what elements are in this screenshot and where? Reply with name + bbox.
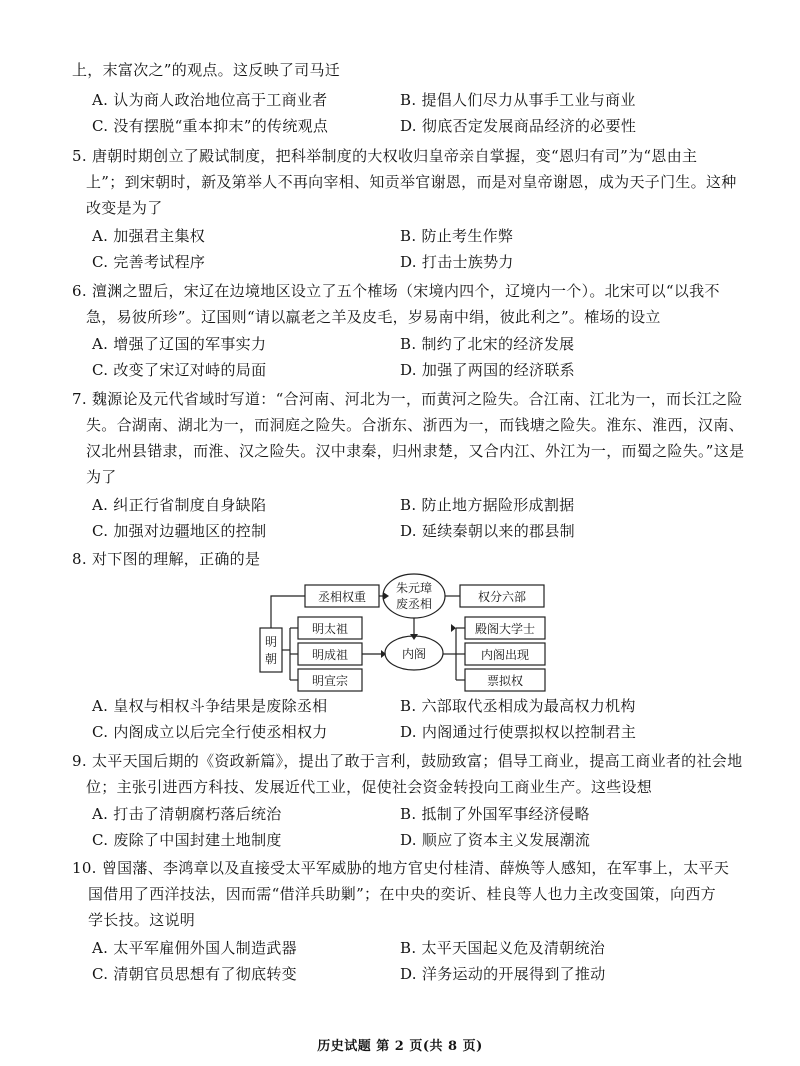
diagram-emperor-1-label: 明太祖: [311, 622, 349, 636]
q9-option-d: D. 顺应了资本主义发展潮流: [400, 831, 591, 849]
q10-option-c: C. 清朝官员思想有了彻底转变: [92, 965, 297, 983]
diagram-abolish-label-1: 朱元璋: [395, 581, 433, 595]
diagram-ellipse-abolish: [383, 574, 445, 618]
q9-option-c: C. 废除了中国封建土地制度: [92, 831, 282, 849]
diagram-box-outcome-3: [465, 669, 545, 691]
q7-line-4: 为了: [86, 468, 117, 486]
diagram-box-outcome-1: [465, 617, 545, 639]
q4-option-d: D. 彻底否定发展商品经济的必要性: [400, 117, 637, 135]
diagram-abolish-label-2: 废丞相: [395, 597, 433, 611]
q7-line-3: 汉北州县错隶，而淮、汉之险失。汉中隶秦，归州隶楚，又合内江、外江为一，而蜀之险失。”这是: [86, 442, 745, 460]
diagram-ming-label-2: 朝: [264, 652, 278, 666]
q6-option-d: D. 加强了两国的经济联系: [400, 361, 575, 379]
q4-option-c: C. 没有摆脱“重本抑末”的传统观点: [92, 117, 329, 135]
q8-option-d: D. 内阁通过行使票拟权以控制君主: [400, 723, 637, 741]
diagram-box-emperor-2: [298, 643, 362, 665]
q8-option-b: B. 六部取代丞相成为最高权力机构: [400, 697, 636, 715]
q7-option-a: A. 纠正行省制度自身缺陷: [92, 496, 267, 514]
q10-option-b: B. 太平天国起义危及清朝统治: [400, 939, 606, 957]
diagram-emperor-2-label: 明成祖: [311, 648, 349, 662]
q5-option-a: A. 加强君主集权: [92, 227, 206, 245]
q8-option-a: A. 皇权与相权斗争结果是废除丞相: [92, 697, 328, 715]
q7-option-d: D. 延续秦朝以来的郡县制: [400, 522, 575, 540]
q4-stem-end: 上，末富次之”的观点。这反映了司马迁: [72, 61, 341, 79]
q9-option-a: A. 打击了清朝腐朽落后统治: [92, 805, 282, 823]
q9-option-b: B. 抵制了外国军事经济侵略: [400, 805, 590, 823]
diagram-emperor-3-label: 明宣宗: [311, 674, 349, 688]
q10-option-d: D. 洋务运动的开展得到了推动: [400, 965, 606, 983]
q7-option-b: B. 防止地方据险形成割据: [400, 496, 575, 514]
q5-line-3: 改变是为了: [86, 199, 163, 217]
q5-option-d: D. 打击士族势力: [400, 253, 514, 271]
q6-option-a: A. 增强了辽国的军事实力: [92, 335, 267, 353]
diagram-box-outcome-2: [465, 643, 545, 665]
q8-stem: 8. 对下图的理解，正确的是: [72, 550, 261, 568]
diagram-outcome-3-label: 票拟权: [486, 674, 524, 688]
q10-option-a: A. 太平军雇佣外国人制造武器: [92, 939, 297, 957]
page-footer: 历史试题 第 2 页(共 8 页): [317, 1039, 483, 1054]
q5-option-c: C. 完善考试程序: [92, 253, 206, 271]
q5-option-b: B. 防止考生作弊: [400, 227, 514, 245]
q10-line-3: 学长技。这说明: [88, 911, 196, 929]
diagram-outcome-2-label: 内阁出现: [480, 648, 530, 662]
diagram-six-label: 权分六部: [477, 590, 527, 604]
q4-option-b: B. 提倡人们尽力从事手工业与商业: [400, 91, 636, 109]
diagram-conflict-label: 丞相权重: [317, 590, 367, 604]
q10-line-1: 10. 曾国藩、李鸿章以及直接受太平军威胁的地方官史付桂清、薛焕等人感知，在军事上，太平天: [72, 859, 730, 877]
q9-line-1: 9. 太平天国后期的《资政新篇》，提出了敢于言利，鼓励致富；倡导工商业，提高工商业者的社会地: [72, 752, 743, 770]
q6-option-c: C. 改变了宋辽对峙的局面: [92, 361, 267, 379]
q7-option-c: C. 加强对边疆地区的控制: [92, 522, 267, 540]
q7-line-2: 失。合湖南、湖北为一，而洞庭之险失。合浙东、浙西为一，而钱塘之险失。淮东、淮西，汉南、: [86, 416, 744, 434]
diagram-box-conflict: [305, 585, 379, 607]
diagram-box-ming: [260, 628, 282, 672]
q6-option-b: B. 制约了北宋的经济发展: [400, 335, 575, 353]
q9-line-2: 位；主张引进西方科技、发展近代工业，促使社会资金转投向工商业生产。这些设想: [86, 778, 653, 796]
diagram-box-emperor-3: [298, 669, 362, 691]
q7-line-1: 7. 魏源论及元代省域时写道：“合河南、河北为一，而黄河之险失。合江南、江北为一，而长江之险: [72, 390, 743, 408]
diagram-neige-label: 内阁: [401, 647, 427, 661]
q5-line-2: 上”；到宋朝时，新及第举人不再向宰相、知贡举官谢恩，而是对皇帝谢恩，成为天子门生。这种: [86, 173, 737, 191]
diagram-outcome-1-label: 殿阁大学士: [474, 622, 536, 636]
q5-line-1: 5. 唐朝时期创立了殿试制度，把科举制度的大权收归皇帝亲自掌握，变“恩归有司”为“恩由主: [72, 147, 698, 165]
diagram-box-emperor-1: [298, 617, 362, 639]
q10-line-2: 国借用了西洋技法，因而需“借洋兵助剿”；在中央的奕䜣、桂良等人也力主改变国策，向西方: [88, 885, 716, 903]
q6-line-2: 急，易彼所珍”。辽国则“请以羸老之羊及皮毛，岁易南中绢，彼此利之”。榷场的设立: [86, 308, 661, 326]
q6-line-1: 6. 澶渊之盟后，宋辽在边境地区设立了五个榷场（宋境内四个，辽境内一个）。北宋可以“以我不: [72, 282, 720, 300]
q8-option-c: C. 内阁成立以后完全行使丞相权力: [92, 723, 328, 741]
diagram-box-six: [460, 585, 544, 607]
q4-option-a: A. 认为商人政治地位高于工商业者: [92, 91, 328, 109]
diagram-ellipse-neige: [385, 636, 443, 670]
diagram-ming-label-1: 明: [264, 635, 278, 649]
